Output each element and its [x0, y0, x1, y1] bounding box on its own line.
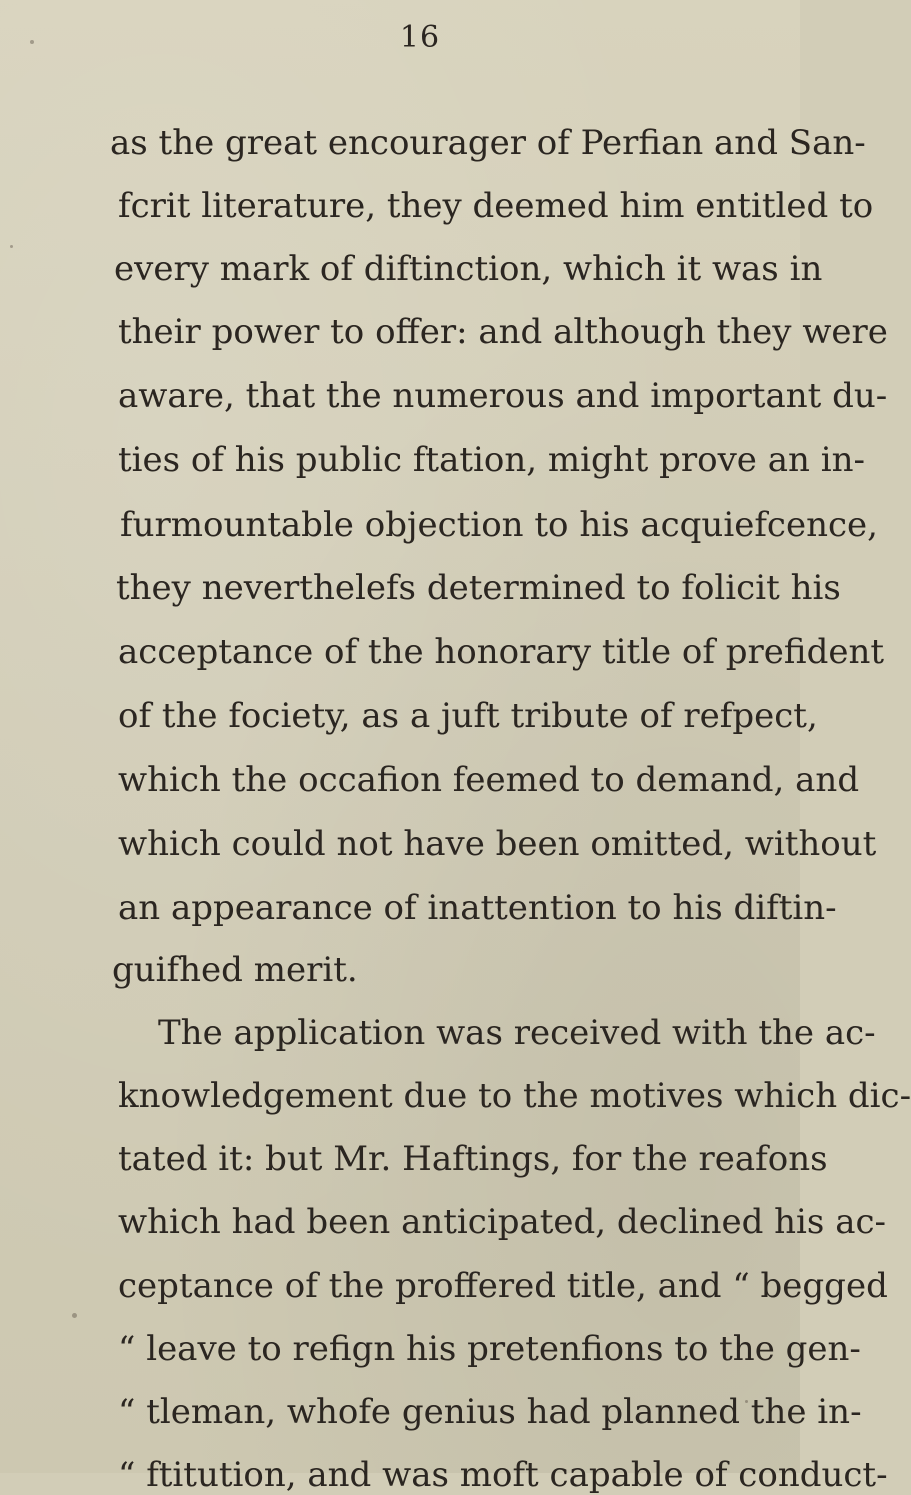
text-line: of the fociety, as a juft tribute of refpect, — [118, 696, 818, 736]
text-line: they neverthelefs determined to folicit his — [116, 568, 841, 608]
text-line: guifhed merit. — [112, 950, 358, 990]
text-line: “ ftitution, and was moft capable of conduct- — [118, 1455, 888, 1495]
text-line: “ tleman, whofe genius had planned the in- — [118, 1392, 862, 1432]
paper-speck — [72, 1313, 77, 1318]
text-line: “ leave to refign his pretenfions to the gen- — [118, 1329, 861, 1369]
text-line: ties of his public ftation, might prove an in- — [118, 440, 865, 480]
text-line: tated it: but Mr. Haftings, for the reafons — [118, 1139, 828, 1179]
text-line: knowledgement due to the motives which dic- — [118, 1076, 911, 1116]
page-number: 16 — [399, 20, 441, 55]
text-line: fcrit literature, they deemed him entitled to — [118, 186, 874, 226]
text-line: which the occafion feemed to demand, and — [118, 760, 860, 800]
text-line: The application was received with the ac- — [158, 1013, 876, 1053]
text-line: furmountable objection to his acquiefcence, — [120, 505, 878, 545]
text-line: every mark of diftinction, which it was in — [114, 249, 823, 289]
paper-speck — [30, 40, 34, 44]
text-line: acceptance of the honorary title of prefident — [118, 632, 885, 672]
paper-speck — [745, 1400, 748, 1403]
text-line: their power to offer: and although they were — [118, 312, 888, 352]
text-line: ceptance of the proffered title, and “ begged — [118, 1266, 888, 1306]
text-line: which could not have been omitted, without — [118, 824, 877, 864]
paper-speck — [10, 245, 13, 248]
text-line: aware, that the numerous and important du- — [118, 376, 888, 416]
text-line: which had been anticipated, declined his ac- — [118, 1202, 886, 1242]
text-line: an appearance of inattention to his diftin- — [118, 888, 837, 928]
text-line: as the great encourager of Perfian and San- — [110, 123, 866, 163]
